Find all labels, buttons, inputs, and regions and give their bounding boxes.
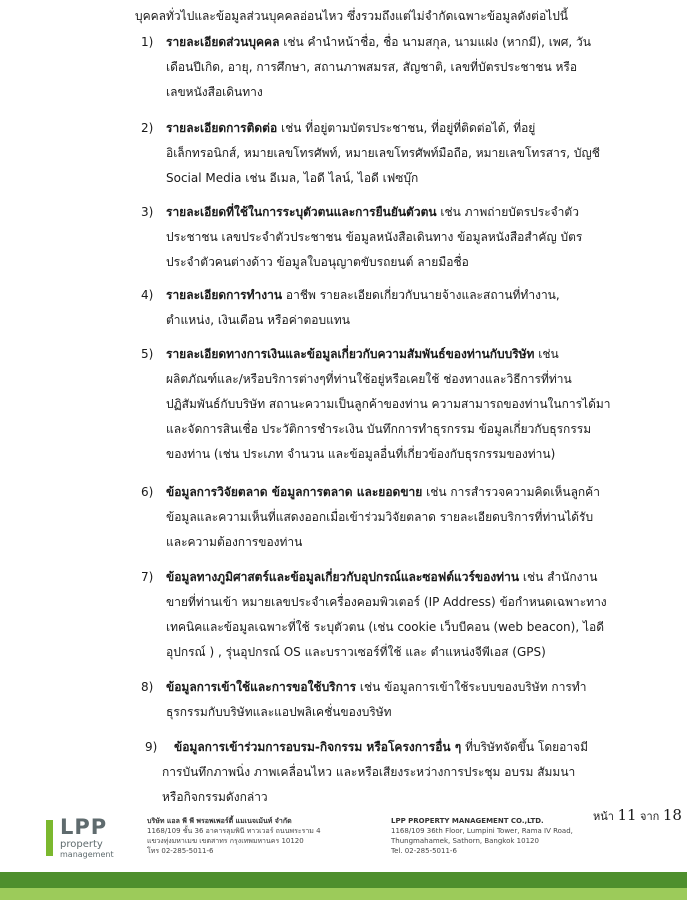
item-title: ข้อมูลการเข้าใช้และการขอใช้บริการ <box>166 680 357 694</box>
item-line <box>166 30 671 55</box>
item-line: ข้อมูลและความเห็นที่แสดงออกเมื่อเข้าร่วมวิจัยตลาด รายละเอียดบริการที่ท่านได้รับ <box>166 510 594 524</box>
list-item <box>141 30 671 105</box>
company-name-english: LPP PROPERTY MANAGEMENT CO.,LTD. <box>391 817 544 825</box>
item-title: รายละเอียดส่วนบุคคล <box>166 35 280 49</box>
address-thai <box>147 816 321 856</box>
item-line <box>166 675 671 700</box>
page-of-label: จาก <box>640 810 660 823</box>
list-item <box>141 342 671 467</box>
item-title: รายละเอียดการติดต่อ <box>166 121 278 135</box>
item-body <box>166 283 671 333</box>
item-line <box>166 200 671 225</box>
company-logo <box>46 815 126 862</box>
item-text: เช่น การสำรวจความคิดเห็นลูกค้า <box>426 485 600 499</box>
item-line: และความต้องการของท่าน <box>166 535 303 549</box>
item-body <box>166 480 671 555</box>
footer-band-light <box>0 888 687 900</box>
page-current: 11 <box>617 806 637 824</box>
item-number: 2) <box>141 121 154 135</box>
item-number: 7) <box>141 570 154 584</box>
item-line: อุปกรณ์ ) , รุ่นอุปกรณ์ OS และบราวเซอร์ที่ใช้ และ ตำแหน่งจีพีเอส (GPS) <box>166 645 546 659</box>
item-line: อิเล็กทรอนิกส์, หมายเลขโทรศัพท์, หมายเลขโทรศัพท์มือถือ, หมายเลขโทรสาร, บัญชี <box>166 146 600 160</box>
list-item <box>141 116 671 191</box>
address-thai-line: โทร 02-285-5011-6 <box>147 847 214 855</box>
item-line: เดือนปีเกิด, อายุ, การศึกษา, สถานภาพสมรส, สัญชาติ, เลขที่บัตรประชาชน หรือ <box>166 60 578 74</box>
list-item <box>141 480 671 555</box>
list-item <box>141 200 671 275</box>
logo-bar <box>46 820 53 856</box>
item-title: รายละเอียดทางการเงินและข้อมูลเกี่ยวกับความสัมพันธ์ของท่านกับบริษัท <box>166 347 535 361</box>
address-thai-line: 1168/109 ชั้น 36 อาคารลุมพินี ทาวเวอร์ ถนนพระราม 4 <box>147 827 321 835</box>
address-english-line: Tel. 02-285-5011-6 <box>391 847 457 855</box>
item-text: เช่น ภาพถ่ายบัตรประจำตัว <box>440 205 579 219</box>
item-line <box>166 342 671 367</box>
item-number: 1) <box>141 35 154 49</box>
item-body <box>166 200 671 275</box>
item-line: หรือกิจกรรมดังกล่าว <box>162 790 268 804</box>
item-number: 9) <box>145 740 158 754</box>
item-line <box>174 735 675 760</box>
company-name-thai: บริษัท แอล พี พี พรอพเพอร์ตี้ แมเนจเม้นท์ จำกัด <box>147 817 292 825</box>
item-body <box>166 116 671 191</box>
item-number: 3) <box>141 205 154 219</box>
item-line: ขายที่ท่านเข้า หมายเลขประจำเครื่องคอมพิวเตอร์ (IP Address) ข้อกำหนดเฉพาะทาง <box>166 595 607 609</box>
page-number <box>593 806 682 825</box>
page-label: หน้า <box>593 810 614 823</box>
logo-main-text: LPP <box>60 815 108 839</box>
logo-line3: management <box>60 850 114 859</box>
address-english-line: Thungmahamek, Sathorn, Bangkok 10120 <box>391 837 539 845</box>
item-line: ธุรกรรมกับบริษัทและแอปพลิเคชั่นของบริษัท <box>166 705 392 719</box>
item-line <box>166 480 671 505</box>
item-title: ข้อมูลการวิจัยตลาด ข้อมูลการตลาด และยอดขาย <box>166 485 423 499</box>
item-line: เทคนิคและข้อมูลเฉพาะที่ใช้ ระบุตัวตน (เช่น cookie เว็บบีคอน (web beacon), ไอดี <box>166 620 605 634</box>
item-body <box>166 565 671 665</box>
item-text: เช่น <box>538 347 559 361</box>
item-line: Social Media เช่น อีเมล, ไอดี ไลน์, ไอดี เฟซบุ๊ก <box>166 171 419 185</box>
list-item <box>145 735 675 810</box>
item-line <box>166 283 671 308</box>
address-english-line: 1168/109 36th Floor, Lumpini Tower, Rama IV Road, <box>391 827 573 835</box>
item-line <box>166 565 671 590</box>
item-title: รายละเอียดที่ใช้ในการระบุตัวตนและการยืนยันตัวตน <box>166 205 437 219</box>
intro-text: บุคคลทั่วไปและข้อมูลส่วนบุคคลอ่อนไหว ซึ่งรวมถึงแต่ไม่จำกัดเฉพาะข้อมูลดังต่อไปนี้ <box>135 9 569 23</box>
item-number: 8) <box>141 680 154 694</box>
list-item <box>141 565 671 665</box>
item-text: อาชีพ รายละเอียดเกี่ยวกับนายจ้างและสถานที่ทำงาน, <box>285 288 560 302</box>
item-line: ประจำตัวคนต่างด้าว ข้อมูลใบอนุญาตขับรถยนต์ ลายมือชื่อ <box>166 255 469 269</box>
page-total: 18 <box>662 806 682 824</box>
item-line: ของท่าน (เช่น ประเภท จำนวน และข้อมูลอื่นที่เกี่ยวข้องกับธุรกรรมของท่าน) <box>166 447 556 461</box>
item-line: ปฏิสัมพันธ์กับบริษัท สถานะความเป็นลูกค้าของท่าน ความสามารถของท่านในการได้มา <box>166 397 611 411</box>
list-item <box>141 283 671 333</box>
item-text: เช่น ข้อมูลการเข้าใช้ระบบของบริษัท การทำ <box>359 680 587 694</box>
item-line: เลขหนังสือเดินทาง <box>166 85 263 99</box>
item-text: ที่บริษัทจัดขึ้น โดยอาจมี <box>465 740 589 754</box>
item-body <box>162 735 675 810</box>
item-line: ตำแหน่ง, เงินเดือน หรือค่าตอบแทน <box>166 313 350 327</box>
item-body <box>166 342 671 467</box>
address-thai-line: แขวงทุ่งมหาเมฆ เขตสาทร กรุงเทพมหานคร 10120 <box>147 837 304 845</box>
item-number: 4) <box>141 288 154 302</box>
item-number: 6) <box>141 485 154 499</box>
item-title: รายละเอียดการทำงาน <box>166 288 283 302</box>
logo-line2: property <box>60 839 103 850</box>
item-number: 5) <box>141 347 154 361</box>
item-body <box>166 30 671 105</box>
item-line <box>166 116 671 141</box>
item-text: เช่น สำนักงาน <box>522 570 598 584</box>
item-line: ประชาชน เลขประจำตัวประชาชน ข้อมูลหนังสือเดินทาง ข้อมูลหนังสือสำคัญ บัตร <box>166 230 583 244</box>
item-line: การบันทึกภาพนิ่ง ภาพเคลื่อนไหว และหรือเสียงระหว่างการประชุม อบรม สัมมนา <box>162 765 576 779</box>
item-text: เช่น ที่อยู่ตามบัตรประชาชน, ที่อยู่ที่ติดต่อได้, ที่อยู่ <box>281 121 536 135</box>
item-title: ข้อมูลทางภูมิศาสตร์และข้อมูลเกี่ยวกับอุปกรณ์และซอฟต์แวร์ของท่าน <box>166 570 520 584</box>
item-line: และจัดการสินเชื่อ ประวัติการชำระเงิน บันทึกการทำธุรกรรม ข้อมูลเกี่ยวกับธุรกรรม <box>166 422 592 436</box>
item-body <box>166 675 671 725</box>
list-item <box>141 675 671 725</box>
footer-band-dark <box>0 872 687 888</box>
item-line: ผลิตภัณฑ์และ/หรือบริการต่างๆที่ท่านใช้อยู่หรือเคยใช้ ช่องทางและวิธีการที่ท่าน <box>166 372 572 386</box>
item-title: ข้อมูลการเข้าร่วมการอบรม-กิจกรรม หรือโครงการอื่น ๆ <box>174 740 462 754</box>
item-text: เช่น คำนำหน้าชื่อ, ชื่อ นามสกุล, นามแฝง (หากมี), เพศ, วัน <box>283 35 591 49</box>
address-english <box>391 816 573 856</box>
